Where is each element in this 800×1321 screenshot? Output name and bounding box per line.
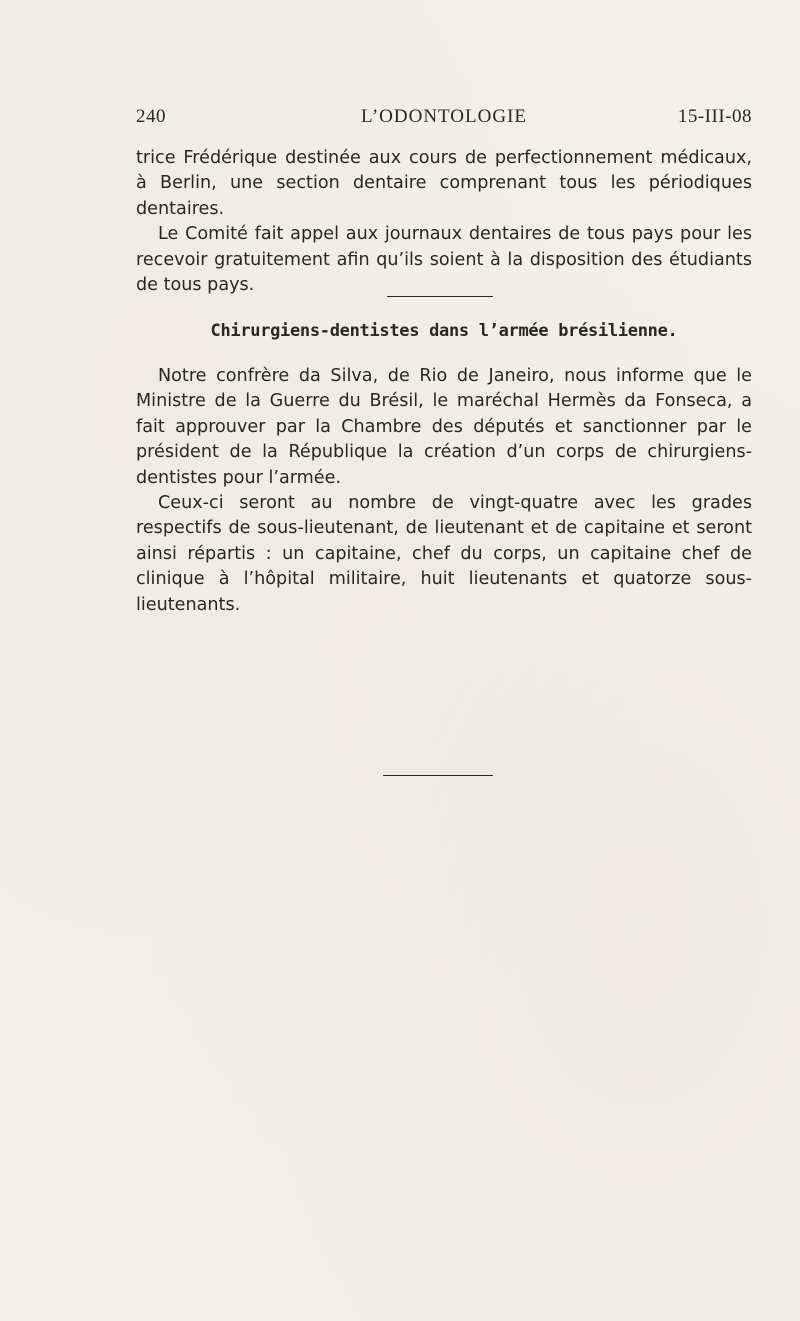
paragraph: Ceux-ci seront au nombre de vingt-quatre avec les grades respectifs de sous-lieutenant, de lieutenant et de capitaine et seront ainsi répartis : un capitaine, chef du corps, un capitaine chef de clinique à l’hôpital militaire, huit lieutenants et quatorze sous-lieutenants.: [136, 493, 752, 615]
page-number: 240: [136, 106, 166, 127]
paragraph: Notre confrère da Silva, de Rio de Janeiro, nous informe que le Ministre de la Guerre du Brésil, le maréchal Hermès da Fonseca, a fait approuver par la Chambre des députés et sanctionner par le président de la République la création d’un corps de chirurgiens-dentistes pour l’armée.: [136, 366, 752, 488]
section-heading: Chirurgiens-dentistes dans l’armée brésilienne.: [210, 321, 678, 341]
running-header: [136, 106, 752, 132]
paragraph: Le Comité fait appel aux journaux dentaires de tous pays pour les recevoir gratuitement afin qu’ils soient à la disposition des étudiants de tous pays.: [136, 224, 752, 296]
section-divider: [387, 296, 493, 297]
issue-date: 15-III-08: [677, 106, 752, 127]
journal-title: L’ODONTOLOGIE: [360, 106, 528, 127]
article-continuation: [136, 146, 752, 298]
article-body: [136, 364, 752, 618]
paragraph: trice Frédérique destinée aux cours de perfectionnement médicaux, à Berlin, une section dentaire comprenant tous les périodiques dentaires.: [136, 148, 752, 219]
end-divider: [383, 775, 493, 776]
